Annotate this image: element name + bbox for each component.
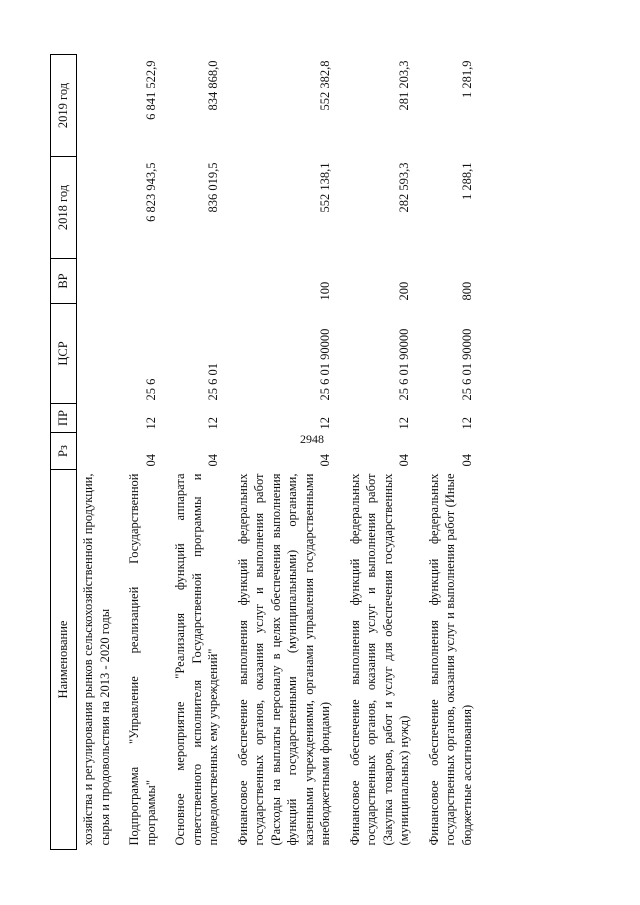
rotated-table-container xyxy=(50,55,590,850)
header-pr: ПР xyxy=(51,404,77,433)
row-name: хозяйства и регулирования рынков сельскохозяйственной продукции, сырья и продовольствия на 2013 - 2020 годы xyxy=(81,473,112,846)
row-rz: 04 xyxy=(143,454,158,467)
row-pr xyxy=(77,404,114,433)
row-2019: 552 382,8 xyxy=(318,60,332,111)
header-2019: 2019 год xyxy=(51,55,77,157)
row-2019: 6 841 522,9 xyxy=(143,60,158,120)
row-rz: 04 xyxy=(206,454,220,467)
row-2018: 6 823 943,5 xyxy=(143,162,158,222)
row-2019: 834 868,0 xyxy=(206,60,220,111)
row-2019: 281 203,3 xyxy=(397,60,411,111)
page-number: 2948 xyxy=(300,432,324,446)
header-rz: Рз xyxy=(51,433,77,470)
row-vr: 200 xyxy=(397,281,411,301)
row-vr xyxy=(159,259,222,304)
header-vr: ВР xyxy=(51,259,77,304)
header-2018: 2018 год xyxy=(51,157,77,259)
row-name: Финансовое обеспечение выполнения функций федеральных государственных органов, оказания услуг и выполнения работ (Иные бюджетные ассигнования) xyxy=(426,473,474,846)
row-rz xyxy=(77,433,114,470)
table-row xyxy=(77,55,114,850)
row-2018: 552 138,1 xyxy=(318,162,332,213)
row-csr: 25 6 01 xyxy=(206,363,220,401)
row-pr: 12 xyxy=(318,417,332,430)
row-csr: 25 6 01 90000 xyxy=(397,328,411,401)
row-csr xyxy=(77,304,114,404)
row-2018 xyxy=(77,157,114,259)
row-name: Финансовое обеспечение выполнения функций федеральных государственных органов, оказания услуг и выполнения работ (Закупка товаров, работ и услуг для обеспечения государственных (муниципальных) нужд) xyxy=(347,473,411,846)
row-vr: 800 xyxy=(459,281,474,301)
row-2018: 282 593,3 xyxy=(397,162,411,213)
table-row xyxy=(222,55,334,850)
header-csr: ЦСР xyxy=(51,304,77,404)
row-rz: 04 xyxy=(318,454,332,467)
header-row xyxy=(51,55,77,850)
row-vr xyxy=(113,259,159,304)
row-pr: 12 xyxy=(459,417,474,430)
row-rz: 04 xyxy=(459,454,474,467)
row-pr: 12 xyxy=(397,417,411,430)
row-pr: 12 xyxy=(206,417,220,430)
row-rz: 04 xyxy=(397,454,411,467)
table-row xyxy=(334,55,413,850)
table-row xyxy=(113,55,159,850)
row-name: Подпрограмма "Управление реализацией Государственной программы" xyxy=(127,473,158,846)
budget-table xyxy=(50,54,475,850)
table-row xyxy=(413,55,476,850)
row-name: Финансовое обеспечение выполнения функций федеральных государственных органов, оказания услуг и выполнения работ (Расходы на выплаты персоналу в целях обеспечения выполнения функций государственными (муниципальными) органами, казенными учреждениями, органами управления государственными внебюджетными фондами) xyxy=(235,473,332,846)
row-pr: 12 xyxy=(143,417,158,430)
row-vr xyxy=(77,259,114,304)
row-name: Основное мероприятие "Реализация функций аппарата ответственного исполнителя Государственной программы и подведомственных ему учреждений" xyxy=(173,473,220,846)
row-vr: 100 xyxy=(318,281,332,301)
table-row xyxy=(159,55,222,850)
row-2019: 1 281,9 xyxy=(459,60,474,98)
row-csr: 25 6 xyxy=(143,378,158,401)
row-2018: 836 019,5 xyxy=(206,162,220,213)
row-2018: 1 288,1 xyxy=(459,162,474,200)
header-name: Наименование xyxy=(51,470,77,850)
row-2019 xyxy=(77,55,114,157)
row-csr: 25 6 01 90000 xyxy=(318,328,332,401)
row-csr: 25 6 01 90000 xyxy=(459,328,474,401)
